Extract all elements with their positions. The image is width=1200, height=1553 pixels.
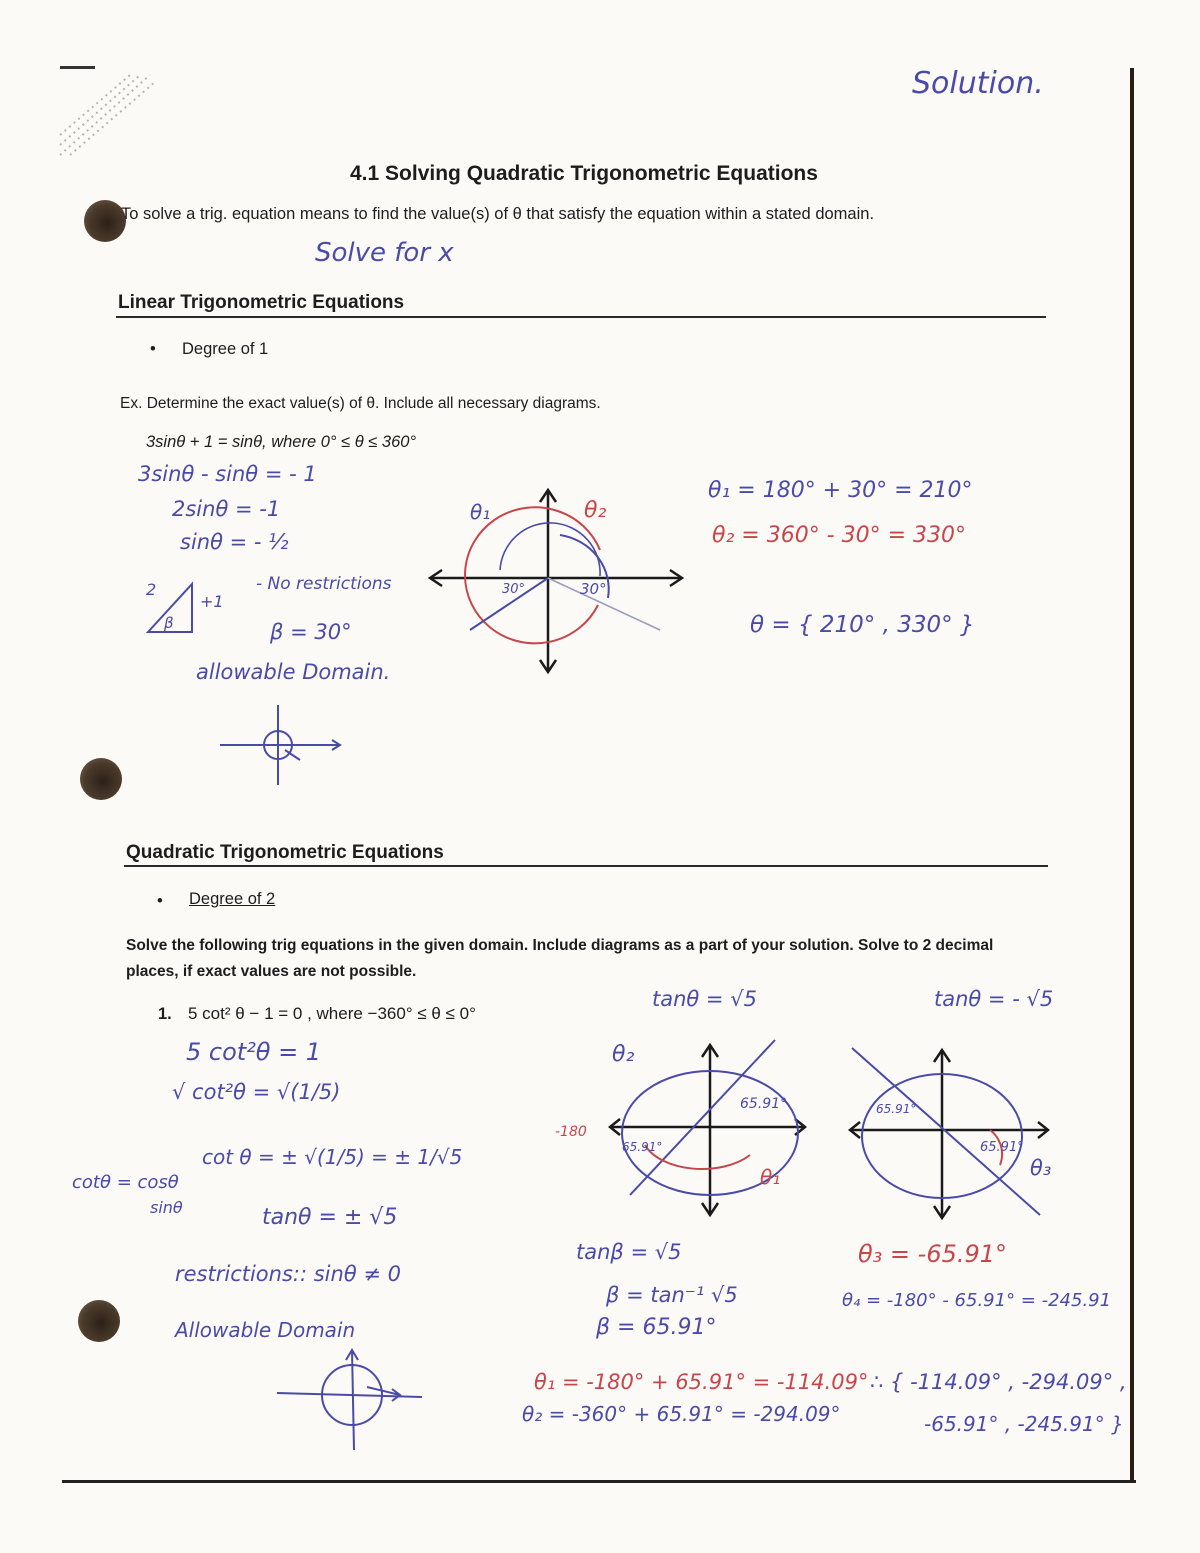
linear-heading: Linear Trigonometric Equations <box>118 292 405 313</box>
right-answer-theta4: θ₄ = -180° - 65.91° = -245.91 <box>842 1290 1112 1311</box>
linear-work-3: sinθ = - ½ <box>180 530 289 554</box>
linear-work-2: 2sinθ = -1 <box>172 497 281 521</box>
quad-work-2: √ cot²θ = √(1/5) <box>172 1080 341 1104</box>
quad-work-1: 5 cot²θ = 1 <box>186 1038 322 1066</box>
graph-left-axis-label: -180 <box>555 1124 587 1140</box>
quad-work-6: Allowable Domain <box>175 1318 356 1342</box>
solution-label: Solution. <box>912 66 1044 101</box>
linear-answer-2: θ₂ = 360° - 30° = 330° <box>712 523 967 548</box>
side-note-1: cotθ = cosθ <box>72 1172 179 1193</box>
linear-diagram-theta1: θ₁ <box>470 500 491 524</box>
quadratic-bullet: Degree of 2 <box>189 890 276 908</box>
beta-work-2: β = tan⁻¹ √5 <box>606 1283 738 1307</box>
final-set-line-2: -65.91° , -245.91° } <box>924 1412 1124 1436</box>
quad-answer-1: θ₁ = -180° + 65.91° = -114.09° <box>534 1370 869 1394</box>
quad-work-3: cot θ = ± √(1/5) = ± 1/√5 <box>202 1145 463 1169</box>
graph-right-theta3: θ₃ <box>1030 1156 1052 1180</box>
triangle-angle: β <box>164 614 174 632</box>
graph-right-angle-top: 65.91° <box>876 1102 917 1116</box>
linear-diagram-theta2: θ₂ <box>584 498 607 523</box>
graph-left-angle-low: 65.91° <box>622 1140 663 1154</box>
quadratic-unit-circle-negative <box>840 1040 1060 1230</box>
linear-work-4: - No restrictions <box>256 574 392 594</box>
right-answer-theta3: θ₃ = -65.91° <box>858 1240 1008 1268</box>
graph-right-angle-low: 65.91° <box>980 1140 1024 1155</box>
beta-work-1: tanβ = √5 <box>576 1240 682 1264</box>
quadratic-heading-rule <box>124 865 1048 867</box>
linear-diagram-ref-left: 30° <box>502 582 526 597</box>
linear-answer-1: θ₁ = 180° + 30° = 210° <box>708 478 973 503</box>
linear-work-6: allowable Domain. <box>196 660 391 684</box>
linear-diagram-ref-right: 30° <box>580 580 607 598</box>
intro-note: Solve for x <box>315 238 454 268</box>
binder-hole-top <box>84 200 126 242</box>
graph-left-theta2: θ₂ <box>612 1042 635 1067</box>
quadratic-instructions-1: Solve the following trig equations in the given domain. Include diagrams as a part of your solution. Solve to 2 decimal <box>126 937 994 954</box>
graph-neg-title: tanθ = - √5 <box>934 987 1054 1011</box>
graph-left-angle-top: 65.91° <box>740 1096 788 1112</box>
problem-equation: 5 cot² θ − 1 = 0 , where −360° ≤ θ ≤ 0° <box>188 1004 476 1023</box>
quadratic-instructions-2: places, if exact values are not possible. <box>126 963 417 980</box>
allowable-domain-sketch-1 <box>210 700 350 790</box>
graph-pos-title: tanθ = √5 <box>652 987 757 1011</box>
final-set-line-1: ∴ { -114.09° , -294.09° , <box>870 1370 1127 1394</box>
page-title: 4.1 Solving Quadratic Trigonometric Equations <box>350 162 818 185</box>
linear-example-prompt: Ex. Determine the exact value(s) of θ. Include all necessary diagrams. <box>120 395 601 412</box>
graph-left-theta1: θ₁ <box>760 1165 781 1189</box>
perforation-marks <box>55 60 165 170</box>
triangle-opp: +1 <box>200 592 224 611</box>
binder-hole-middle <box>80 758 122 800</box>
linear-unit-circle-diagram <box>420 480 700 680</box>
right-edge-line <box>1130 68 1134 1482</box>
linear-bullet-dot: • <box>150 340 156 358</box>
intro-text: To solve a trig. equation means to find the value(s) of θ that satisfy the equation within a stated domain. <box>121 205 875 223</box>
linear-heading-rule <box>116 316 1046 318</box>
quadratic-heading: Quadratic Trigonometric Equations <box>126 842 444 863</box>
quad-work-5: restrictions:: sinθ ≠ 0 <box>175 1262 401 1286</box>
linear-bullet: Degree of 1 <box>182 340 269 358</box>
triangle-hyp: 2 <box>146 580 157 599</box>
problem-number: 1. <box>158 1005 172 1023</box>
quad-work-4: tanθ = ± √5 <box>262 1205 398 1230</box>
quadratic-bullet-dot: • <box>157 892 163 910</box>
bottom-edge-line <box>62 1480 1136 1483</box>
linear-answer-set: θ = { 210° , 330° } <box>750 612 975 638</box>
allowable-domain-sketch-2 <box>272 1345 442 1455</box>
linear-work-5: β = 30° <box>270 620 352 644</box>
linear-equation: 3sinθ + 1 = sinθ, where 0° ≤ θ ≤ 360° <box>146 433 417 451</box>
quad-answer-2: θ₂ = -360° + 65.91° = -294.09° <box>522 1402 841 1426</box>
linear-work-1: 3sinθ - sinθ = - 1 <box>138 462 317 486</box>
side-note-2: sinθ <box>150 1198 183 1217</box>
top-edge-line <box>60 66 95 69</box>
binder-hole-bottom <box>78 1300 120 1342</box>
beta-work-3: β = 65.91° <box>596 1315 717 1340</box>
